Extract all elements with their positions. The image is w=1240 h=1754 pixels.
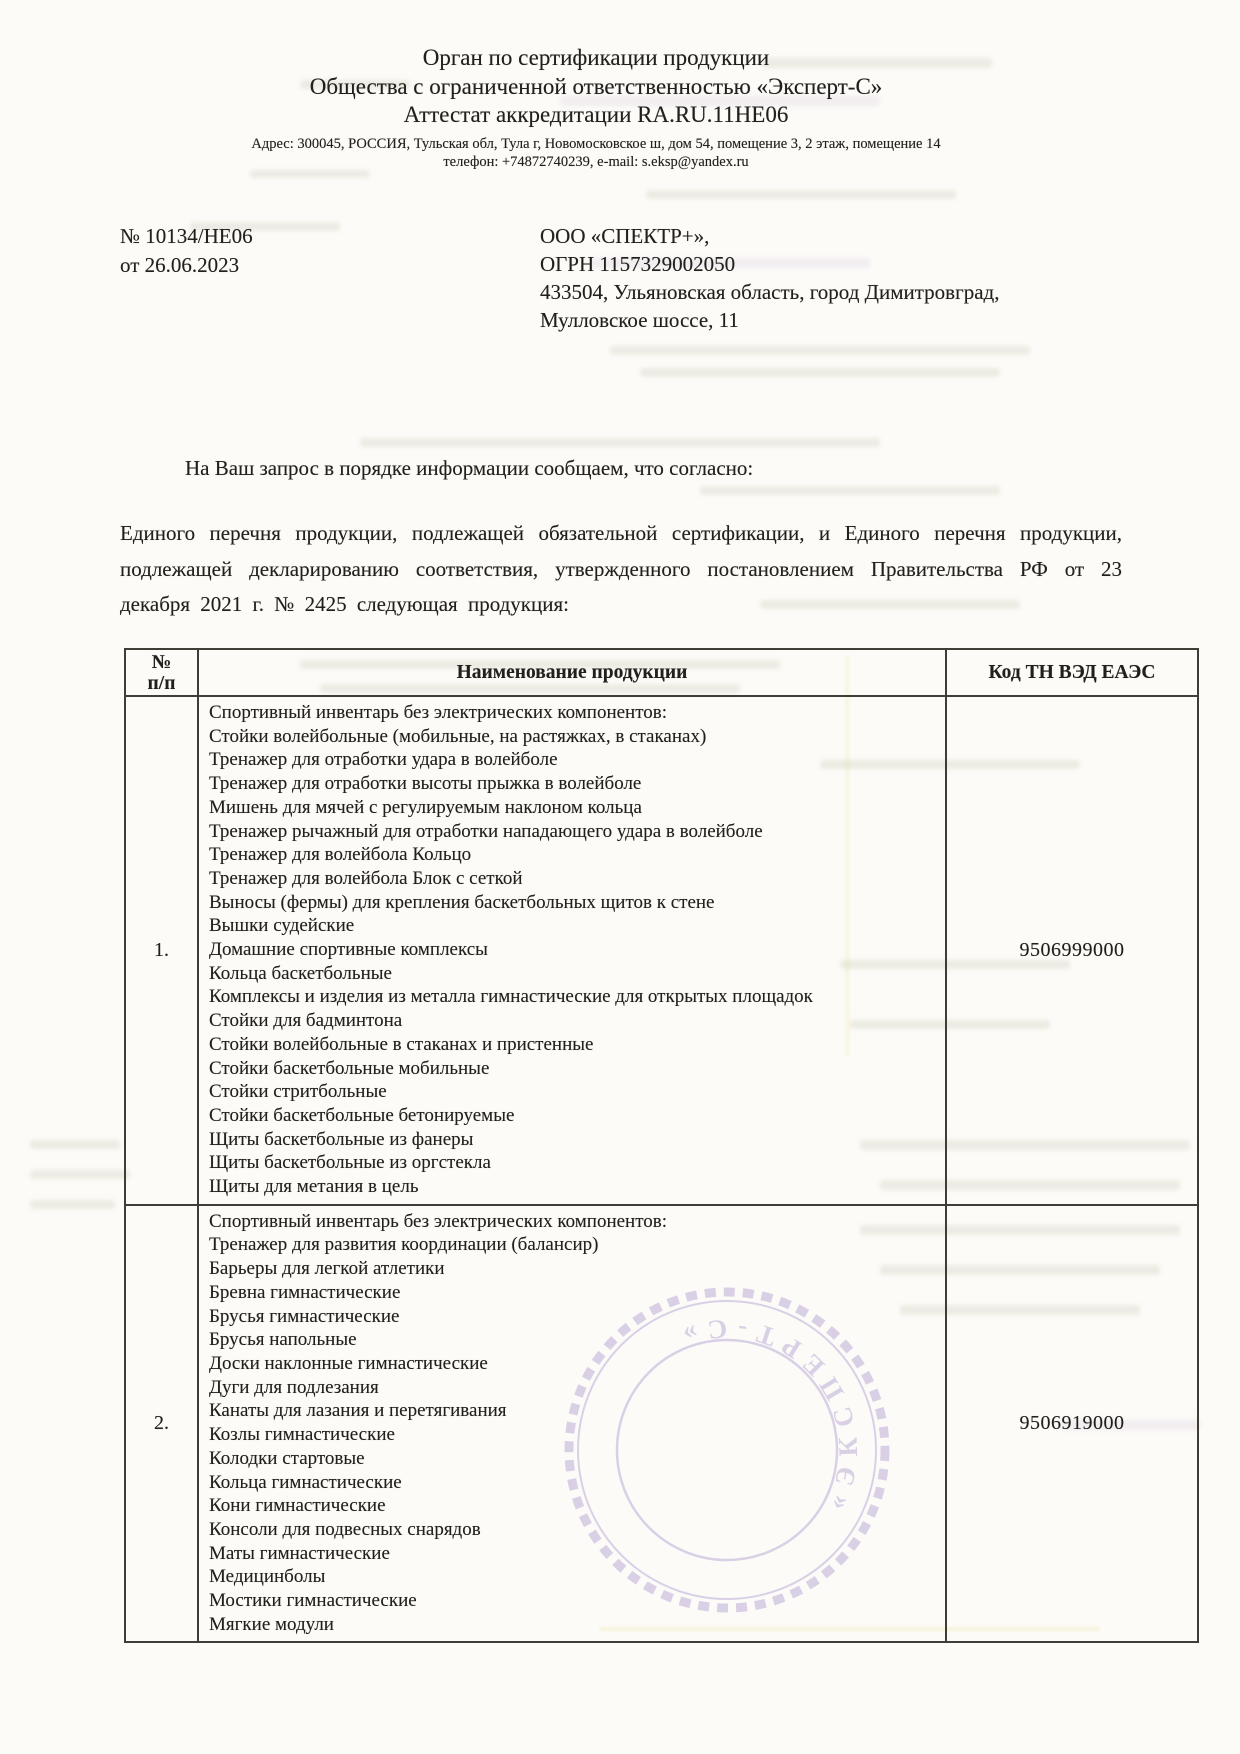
scan-artifact: [250, 170, 370, 178]
product-item: Стойки для бадминтона: [209, 1010, 403, 1032]
scan-artifact: [30, 1200, 115, 1209]
product-item: Маты гимнастические: [209, 1542, 390, 1564]
scan-artifact: [610, 346, 1030, 355]
product-items-cell: [198, 696, 946, 1205]
table-header-num: [125, 649, 198, 696]
table-header-hs-code: Код ТН ВЭД ЕАЭС: [946, 649, 1198, 696]
product-item: Тренажер рычажный для отработки нападающего удара в волейболе: [209, 820, 763, 842]
letter-date: от 26.06.2023: [120, 253, 240, 277]
product-item: Канаты для лазания и перетягивания: [209, 1400, 507, 1422]
contacts-line: телефон: +74872740239, e-mail: s.eksp@yandex.ru: [443, 153, 749, 170]
product-item: Мягкие модули: [209, 1613, 334, 1635]
table-header-num-bottom: п/п: [147, 672, 176, 694]
product-item: Тренажер для отработки удара в волейболе: [209, 749, 558, 771]
product-item: Стойки баскетбольные бетонируемые: [209, 1104, 515, 1126]
product-item: Домашние спортивные комплексы: [209, 939, 488, 961]
reference-block: [120, 222, 253, 280]
product-item: Тренажер для развития координации (балансир): [209, 1234, 599, 1256]
product-item: Спортивный инвентарь без электрических компонентов:: [209, 1210, 668, 1232]
body-paragraph-intro: На Ваш запрос в порядке информации сообщаем, что согласно:: [185, 456, 754, 480]
product-item: Спортивный инвентарь без электрических компонентов:: [209, 702, 668, 723]
hs-code-cell: 9506999000: [946, 696, 1198, 1205]
table-header-num-top: №: [151, 651, 172, 673]
scan-artifact: [30, 1170, 130, 1179]
scan-artifact: [30, 1140, 120, 1149]
scan-artifact: [700, 486, 1000, 495]
table-header-product-name: Наименование продукции: [198, 649, 946, 696]
accreditation-line: Аттестат аккредитации RA.RU.11HE06: [403, 102, 789, 127]
product-item: Тренажер для волейбола Блок с сеткой: [209, 867, 523, 889]
recipient-line: ООО «СПЕКТР+»,: [540, 224, 710, 248]
product-item: Тренажер для отработки высоты прыжка в волейболе: [209, 773, 642, 795]
org-title-line1: Орган по сертификации продукции: [422, 45, 770, 70]
product-table-body: [125, 696, 1198, 1642]
product-item: Стойки волейбольные в стаканах и пристенные: [209, 1033, 594, 1055]
product-item: Стойки стритбольные: [209, 1081, 387, 1103]
product-item: Кольца баскетбольные: [209, 962, 392, 984]
letterhead: [120, 44, 1072, 171]
product-item: Кольца гимнастические: [209, 1471, 402, 1493]
products-table: [124, 648, 1199, 1643]
recipient-line: Мулловское шоссе, 11: [540, 308, 739, 332]
product-item: Щиты баскетбольные из фанеры: [209, 1128, 474, 1150]
product-item: Бревна гимнастические: [209, 1281, 401, 1303]
product-item: Барьеры для легкой атлетики: [209, 1258, 445, 1280]
table-row: [125, 696, 1198, 1205]
product-items-cell: [198, 1205, 946, 1643]
org-title-line2: Общества с ограниченной ответственностью «Эксперт-С»: [309, 73, 883, 99]
product-item: Щиты баскетбольные из оргстекла: [209, 1152, 491, 1174]
row-number-cell: 2.: [125, 1205, 198, 1643]
recipient-line: ОГРН 1157329002050: [540, 252, 736, 276]
scan-artifact: [640, 368, 1000, 377]
product-item: Колодки стартовые: [209, 1447, 365, 1469]
row-number-cell: 1.: [125, 696, 198, 1205]
product-item: Выносы (фермы) для крепления баскетбольных щитов к стене: [209, 891, 715, 913]
product-item: Доски наклонные гимнастические: [209, 1352, 488, 1374]
product-item: Вышки судейские: [209, 915, 355, 937]
product-item: Козлы гимнастические: [209, 1424, 395, 1446]
body-paragraph-main: Единого перечня продукции, подлежащей обязательной сертификации, и Единого перечня продукции, подлежащей декларированию соответствия, утвержденного постановлением Правительства РФ от 23 декабря 2021 г. № 2425 следующая продукция:: [120, 521, 1122, 616]
product-item: Брусья гимнастические: [209, 1305, 400, 1327]
product-item: Стойки волейбольные (мобильные, на растяжках, в стаканах): [209, 725, 707, 747]
product-item: Тренажер для волейбола Кольцо: [209, 844, 472, 866]
table-header-row: [125, 649, 1198, 696]
product-item: Мостики гимнастические: [209, 1590, 417, 1612]
address-line: Адрес: 300045, РОССИЯ, Тульская обл, Тула г, Новомосковское ш, дом 54, помещение 3, 2 этаж, помещение 14: [251, 135, 941, 152]
stamp-text: « Э К С П Е Р Т - С »: [676, 1313, 864, 1514]
recipient-line: 433504, Ульяновская область, город Димитровград,: [540, 280, 1000, 304]
product-item: Стойки баскетбольные мобильные: [209, 1057, 490, 1079]
hs-code-cell: 9506919000: [946, 1205, 1198, 1643]
letter-number: № 10134/НЕ06: [120, 224, 253, 248]
product-item: Щиты для метания в цель: [209, 1176, 419, 1198]
recipient-block: [540, 222, 1100, 334]
product-item: Медицинболы: [209, 1566, 326, 1588]
scan-artifact: [360, 438, 880, 447]
product-item: Комплексы и изделия из металла гимнастические для открытых площадок: [209, 986, 813, 1008]
product-item: Консоли для подвесных снарядов: [209, 1518, 481, 1540]
product-item: Дуги для подлезания: [209, 1376, 379, 1398]
product-item: Кони гимнастические: [209, 1495, 386, 1517]
table-row: [125, 1205, 1198, 1643]
product-item: Мишень для мячей с регулируемым наклоном кольца: [209, 796, 642, 818]
product-item: Брусья напольные: [209, 1329, 357, 1351]
scan-artifact: [646, 190, 956, 199]
